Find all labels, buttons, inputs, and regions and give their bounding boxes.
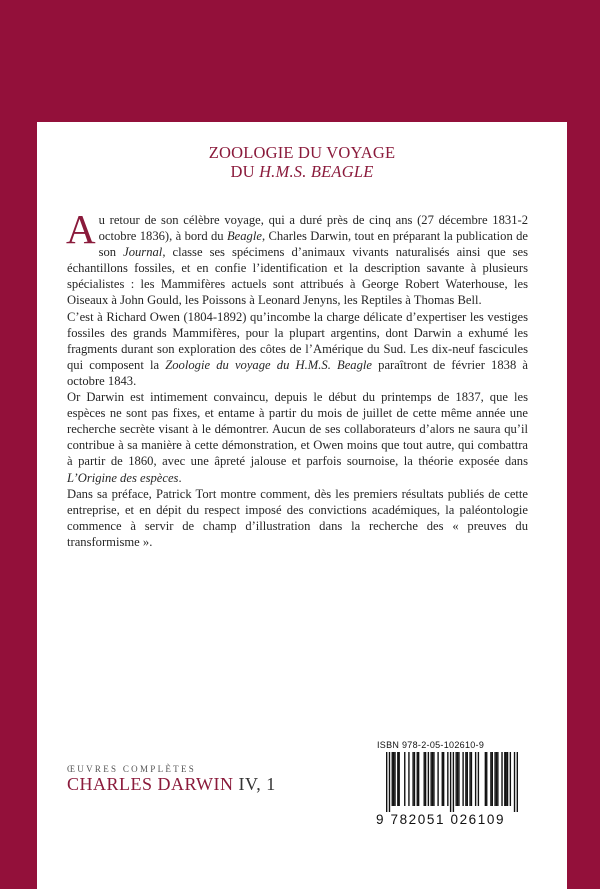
title-line-2 xyxy=(37,162,567,181)
paragraph-2 xyxy=(67,309,528,389)
barcode-bar xyxy=(497,752,498,806)
barcode-bar xyxy=(465,752,466,806)
barcode-bar xyxy=(424,752,425,806)
p2-text-b: paraîtront de février 1838 à octobre 1843. xyxy=(67,357,528,388)
barcode-bar xyxy=(455,752,456,806)
barcode-bar xyxy=(394,752,395,806)
barcode-bar xyxy=(417,752,418,806)
barcode-bar xyxy=(490,752,491,806)
barcode-bar xyxy=(414,752,415,806)
paragraph-4: Dans sa préface, Patrick Tort montre comment, dès les premiers résultats publiés de cette entreprise, et en dépit du respect imposé des convictions académiques, la paléontologie commence à servir de champ d’illustration dans la recherche des « preuves du transformisme ». xyxy=(67,486,528,549)
barcode-bar xyxy=(443,752,444,806)
book-title xyxy=(37,143,567,181)
barcode-bar xyxy=(492,752,493,806)
barcode-bar xyxy=(386,752,387,812)
back-cover-blurb xyxy=(66,206,528,550)
barcode-bar xyxy=(433,752,434,806)
barcode-bar xyxy=(486,752,487,806)
series-label: ŒUVRES COMPLÈTES xyxy=(67,764,197,774)
paragraph-3 xyxy=(67,389,528,486)
barcode-bar xyxy=(504,752,505,806)
top-color-band xyxy=(0,0,600,122)
barcode-digits: 9 782051 026109 xyxy=(376,812,506,827)
barcode-bar xyxy=(447,752,448,806)
barcode-bar xyxy=(510,752,511,806)
barcode-bar xyxy=(392,752,393,806)
title-ship-name: H.M.S. BEAGLE xyxy=(259,162,374,181)
left-color-border xyxy=(0,122,37,889)
barcode-bar xyxy=(389,752,390,812)
barcode-bar xyxy=(507,752,508,806)
barcode-bar xyxy=(408,752,409,806)
barcode-bar xyxy=(425,752,426,806)
barcode-bar xyxy=(458,752,459,806)
title-line-2-prefix: DU xyxy=(230,162,260,181)
p3-text-b: . xyxy=(178,470,182,485)
barcode-bar xyxy=(467,752,468,806)
barcode-bar xyxy=(397,752,398,806)
barcode-bar xyxy=(404,752,405,806)
barcode-bar xyxy=(496,752,497,806)
drop-cap: A xyxy=(66,206,96,252)
barcode-bar xyxy=(453,752,454,812)
p3-text-a: Or Darwin est intimement convaincu, depuis le début du printemps de 1837, que les espèces ne sont pas fixes, et entame à partir du mois de juillet de cette même année une recherche secrète visant à le démontrer. Aucun de ses collaborateurs d’alors ne saura qu’il contribue à sa manière à cette démonstration, et Owen moins que tout autre, qui combattra à partir de 1860, avec une âpreté jalouse et parfois sournoise, la théorie exposée dans xyxy=(67,390,528,469)
barcode-bar xyxy=(442,752,443,806)
author-volume xyxy=(67,774,276,795)
author-name: CHARLES DARWIN xyxy=(67,774,234,794)
barcode-bar xyxy=(428,752,429,806)
barcode-bar xyxy=(478,752,479,806)
title-line-1: ZOOLOGIE DU VOYAGE xyxy=(208,143,396,162)
p1-text-b: , Charles Darwin, tout en préparant la publication de son xyxy=(98,229,528,260)
right-color-border xyxy=(567,122,600,889)
barcode xyxy=(386,752,518,812)
barcode-bar xyxy=(505,752,506,806)
p3-italic-title: L’Origine des espèces xyxy=(67,470,179,485)
p1-beagle: Beagle xyxy=(226,229,262,244)
p1-text-c: , classe ses spécimens d’animaux vivants naturalisés ainsi que ses échantillons fossiles, et en confie l’identification et la description savante à plusieurs spécialistes : les Mammifères actuels sont attribués à George Robert Waterhouse, les Oiseaux à John Gould, les Poissons à Leonard Jenyns, les Reptiles à Thomas Bell. xyxy=(67,245,528,308)
p1-text-a: u retour de son célèbre voyage, qui a duré près de cinq ans (27 décembre 1831-2 octobre 1836), à bord du xyxy=(98,213,528,244)
barcode-bar xyxy=(430,752,431,806)
barcode-bar xyxy=(450,752,451,812)
barcode-bar xyxy=(485,752,486,806)
p1-journal: Journal xyxy=(123,245,163,260)
barcode-bar xyxy=(471,752,472,806)
barcode-bar xyxy=(494,752,495,806)
p2-italic-title: Zoologie du voyage du H.M.S. Beagle xyxy=(165,357,372,372)
barcode-bar xyxy=(501,752,502,806)
volume-number: IV, 1 xyxy=(233,774,276,794)
paragraph-1 xyxy=(66,206,528,309)
barcode-bar xyxy=(399,752,400,806)
barcode-bar xyxy=(412,752,413,806)
barcode-bar xyxy=(517,752,518,812)
p2-text-a: C’est à Richard Owen (1804-1892) qu’incombe la charge délicate d’expertiser les vestiges fossiles des grands Mammifères, pour la plupart argentins, dont Darwin a exhumé les fragments durant son exploration des côtes de l’Amérique du Sud. Les dix-neuf fascicules qui composent la xyxy=(67,309,528,372)
barcode-bar xyxy=(432,752,433,806)
barcode-bar xyxy=(418,752,419,806)
barcode-bar xyxy=(462,752,463,806)
isbn-label: ISBN 978-2-05-102610-9 xyxy=(377,740,485,750)
barcode-bar xyxy=(457,752,458,806)
barcode-bar xyxy=(514,752,515,812)
barcode-bar xyxy=(437,752,438,806)
barcode-bar xyxy=(475,752,476,806)
barcode-bar xyxy=(469,752,470,806)
barcode-bar xyxy=(393,752,394,806)
